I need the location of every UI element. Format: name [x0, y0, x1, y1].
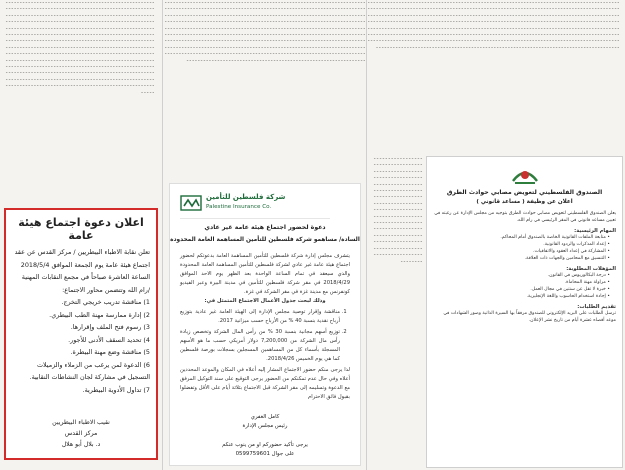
article-text-middle: ـ ـ ـ ـ ـ ـ ـ ـ ـ ـ ـ ـ ـ ـ ـ ـ ـ ـ ـ ـ ـ ـ ـ ـ ـ ـ ـ ـ ـ ـ ـ ـ ـ ـ ـ ـ ـ ـ ـ ـ ـ ـ ـ ـ ـ ـ ـ ـ ـ ـ ـ ـ ـ ـ ـ ـ ـ ـ ـ ـ ـ ـ ـ ـ ـ ـ ـ ـ ـ ـ ـ ـ ـ ـ ـ ـ ـ ـ ـ ـ ـ ـ ـ ـ ـ ـ ـ ـ ـ ـ ـ ـ ـ ـ ـ ـ ـ ـ ـ ـ ـ ـ ـ ـ ـ ـ ـ ـ ـ ـ ـ ـ ـ ـ ـ ـ ـ ـ ـ ـ ـ ـ ـ ـ ـ ـ ـ ـ ـ ـ ـ ـ ـ ـ ـ ـ ـ ـ ـ ـ ـ ـ ـ ـ ـ ـ ـ ـ ـ ـ ـ ـ ـ ـ ـ ـ ـ ـ ـ ـ ـ ـ ـ ـ ـ ـ ـ ـ ـ ـ ـ ـ ـ ـ ـ ـ ـ ـ ـ ـ ـ ـ ـ ـ ـ ـ ـ ـ ـ ـ ـ ـ ـ ـ ـ ـ ـ ـ ـ ـ ـ ـ ـ ـ ـ ـ ـ ـ ـ ـ ـ ـ ـ ـ ـ ـ ـ ـ ـ ـ ـ ـ ـ ـ ـ ـ ـ ـ ـ ـ ـ ـ ـ ـ ـ ـ ـ ـ ـ ـ ـ ـ ـ ـ ـ ـ ـ ـ ـ ـ ـ ـ ـ ـ ـ ـ ـ ـ ـ ـ ـ ـ ـ ـ ـ ـ ـ ـ ـ ـ ـ ـ ـ ـ ـ ـ ـ ـ ـ ـ ـ ـ ـ ـ ـ ـ ـ ـ ـ ـ ـ ـ ـ ـ ـ ـ ـ ـ ـ ـ ـ ـ ـ ـ ـ ـ ـ ـ ـ ـ ـ ـ ـ ـ ـ ـ ـ ـ ـ ـ ـ ـ ـ ـ ـ ـ ـ ـ ـ ـ ـ ـ ـ ـ ـ ـ ـ ـ ـ ـ ـ ـ ـ ـ ـ ـ ـ ـ ـ ـ ـ ـ ـ ـ ـ ـ ـ ـ ـ ـ ـ ـ ـ ـ ـ ـ ـ ـ ـ ـ ـ ـ ـ ـ ـ ـ ـ ـ ـ ـ ـ ـ ـ ـ ـ ـ ـ ـ ـ ـ ـ ـ ـ ـ ـ ـ ـ ـ ـ ـ ـ ـ ـ ـ ـ ـ ـ ـ ـ ـ ـ ـ ـ ـ ـ ـ ـ ـ ـ ـ ـ ـ ـ ـ ـ ـ ـ ـ ـ ـ ـ ـ ـ ـ ـ ـ ـ ـ ـ ـ ـ ـ ـ ـ ـ ـ ـ ـ ـ ـ ـ ـ ـ ـ ـ ـ ـ ـ ـ ـ ـ ـ ـ ـ ـ ـ ـ ـ ـ ـ ـ ـ ـ ـ ـ ـ ـ ـ ـ ـ ـ ـ ـ ـ ـ ـ ـ ـ ـ ـ ـ ـ ـ ـ ـ ـ ـ ـ ـ ـ ـ ـ ـ ـ ـ ـ ـ ـ ـ ـ ـ ـ ـ ـ ـ ـ ـ ـ ـ ـ ـ ـ ـ ـ ـ ـ ـ ـ ـ ـ ـ ـ ـ ـ ـ ـ ـ ـ ـ ـ ـ ـ ـ ـ ـ ـ ـ ـ ـ ـ ـ ـ ـ ـ ـ ـ ـ ـ ـ ـ ـ ـ ـ ـ ـ ـ ـ ـ ـ ـ ـ ـ ـ ـ ـ ـ ـ ـ ـ ـ ـ ـ ـ ـ ـ ـ ـ ـ ـ ـ ـ ـ ـ ـ ـ ـ ـ ـ ـ ـ ـ ـ ـ ـ ـ ـ ـ ـ ـ ـ ـ ـ ـ ـ ـ ـ ـ ـ ـ ـ ـ ـ ـ ـ ـ ـ ـ ـ ـ ـ ـ ـ ـ ـ ـ ـ ـ ـ ـ ـ ـ ـ ـ ـ ـ ـ ـ ـ ـ ـ ـ ـ ـ ـ ـ ـ ـ ـ ـ ـ ـ ـ ـ ـ ـ ـ ـ ـ ـ ـ ـ ـ ـ ـ ـ ـ ـ ـ ـ ـ ـ ـ ـ ـ ـ ـ ـ ـ ـ ـ ـ ـ ـ ـ ـ ـ ـ ـ ـ ـ ـ ـ ـ	[165, 0, 365, 63]
vet-notice	[4, 208, 158, 460]
column-divider	[366, 0, 367, 470]
signatory-title: نقيب الاطباء البيطريين	[52, 419, 110, 426]
footer-phone: على جوال 0599759601	[235, 451, 295, 457]
list-item: • درجة البكالوريوس في القانون.	[433, 273, 610, 280]
fund-logo-icon	[509, 163, 541, 187]
vet-agenda-item: 5) مناقشة وضع مهنة البيطرة.	[70, 348, 150, 356]
list-item: • مزاولة مهنة المحاماة.	[433, 280, 610, 287]
agenda-title: وذلك لبحث جدول الأعمال الاجتماع المتمثل في:	[204, 298, 326, 304]
requirements-list	[433, 273, 610, 300]
list-item: • التنسيق مع المحامين والجهات ذات العلاقة.	[433, 256, 610, 263]
vet-agenda-item: التسجيل في مشاركة لجان النشاطات النقابية.	[29, 373, 150, 381]
vet-agenda-item: 2) إدارة ممارسة مهنة الطب البيطري.	[49, 310, 150, 319]
list-item: • متابعة الملفات القانونية الخاصة بالصندوق أمام المحاكم.	[433, 235, 610, 242]
vet-notice-line: /رام الله وتتضمن محاور الاجتماع:	[62, 285, 150, 294]
insurance-column	[165, 0, 365, 470]
job-notice-subtitle: اعلان عن وظيفة ( مساعد قانوني )	[476, 199, 573, 205]
signatory-name: د. بلال أبو هلال	[61, 441, 101, 448]
company-name-en: Palestine Insurance Co.	[206, 204, 272, 210]
vet-column	[0, 0, 160, 470]
footer-line: يرجى تأكيد حضوركم او من ينوب عنكم	[222, 442, 308, 448]
vet-notice-line: الساعة العاشرة صباحاً في مجمع النقابات المهنية	[21, 273, 150, 281]
list-item: • المشاركة في إعداد العقود والاتفاقيات.	[433, 249, 610, 256]
agenda-list	[180, 308, 340, 364]
job-notice-title: الصندوق الفلسطيني لتعويض مصابي حوادث الطرق	[446, 189, 603, 196]
vet-notice-line: تعلن نقابة الاطباء البيطريين / مركز القدس عن عقد	[14, 248, 150, 256]
list-item: • خبرة لا تقل عن سنتين في مجال العمل.	[433, 287, 610, 294]
vet-agenda-item: 1) مناقشة تدريب خريجي التخرج.	[61, 298, 150, 306]
job-notice-body	[433, 211, 616, 463]
insurance-logo	[180, 190, 330, 219]
notice-addressee: السادة/ مساهمو شركة فلسطين للتأمين المساهمة العامة المحدودة	[170, 237, 360, 243]
company-name-ar: شركة فلسطين للتأمين	[206, 193, 286, 201]
list-item: • إعداد المذكرات والردود القانونية.	[433, 242, 610, 249]
vet-agenda-item: 4) تحديد السقف الأدنى للأجور.	[68, 335, 150, 344]
job-notice	[426, 156, 623, 468]
column-divider	[162, 0, 163, 470]
vet-notice-line: اجتماع هيئة عامة يوم الجمعة الموافق 2018/5/4	[20, 260, 150, 269]
notice-intro: يتشرف مجلس إدارة شركة فلسطين للتأمين المساهمة العامة بدعوتكم لحضور اجتماع هيئة عامة غير عادي لشركة فلسطين للتأمين المساهمة العامة المحدودة والذي سيعقد في تمام الساعة الواحدة بعد الظهر يوم الاحد الموافق 2018/4/29 في مقر شركة فلسطين للتأمين في مدينة البيرة وعبر الفيديو كونفرنس مع مدينة غزة في مقر الشركة في غزة.	[180, 253, 350, 295]
apply-heading: تقديم الطلبات:	[577, 303, 616, 310]
vet-agenda-item: 7) تداول الأدوية البيطرية.	[82, 385, 150, 394]
duties-list	[433, 235, 610, 262]
vet-notice-signature	[6, 417, 156, 450]
article-text-left: ـ ـ ـ ـ ـ ـ ـ ـ ـ ـ ـ ـ ـ ـ ـ ـ ـ ـ ـ ـ ـ ـ ـ ـ ـ ـ ـ ـ ـ ـ ـ ـ ـ ـ ـ ـ ـ ـ ـ ـ ـ ـ ـ ـ ـ ـ ـ ـ ـ ـ ـ ـ ـ ـ ـ ـ ـ ـ ـ ـ ـ ـ ـ ـ ـ ـ ـ ـ ـ ـ ـ ـ ـ ـ ـ ـ ـ ـ ـ ـ ـ ـ ـ ـ ـ ـ ـ ـ ـ ـ ـ ـ ـ ـ ـ ـ ـ ـ ـ ـ ـ ـ ـ ـ ـ ـ ـ ـ ـ ـ ـ ـ ـ ـ ـ ـ ـ ـ ـ ـ ـ ـ ـ ـ ـ ـ ـ ـ ـ ـ ـ ـ ـ ـ ـ ـ ـ ـ ـ ـ ـ ـ ـ ـ ـ ـ ـ ـ ـ ـ ـ ـ ـ ـ ـ ـ ـ ـ ـ ـ ـ ـ ـ ـ ـ ـ ـ ـ ـ ـ ـ ـ ـ ـ ـ ـ ـ ـ ـ ـ ـ ـ ـ ـ ـ ـ ـ ـ ـ ـ ـ ـ ـ ـ ـ ـ ـ ـ ـ ـ ـ ـ ـ ـ ـ ـ ـ ـ ـ ـ ـ ـ ـ ـ ـ ـ ـ ـ ـ ـ ـ ـ ـ ـ ـ ـ ـ ـ ـ ـ ـ ـ ـ ـ ـ ـ ـ ـ ـ ـ ـ ـ ـ ـ ـ ـ ـ ـ ـ ـ ـ ـ ـ ـ ـ ـ ـ ـ ـ ـ ـ ـ ـ ـ ـ ـ ـ ـ ـ ـ ـ ـ ـ ـ ـ ـ ـ ـ ـ ـ ـ ـ ـ ـ ـ ـ ـ ـ ـ ـ ـ ـ ـ ـ ـ ـ ـ ـ ـ ـ ـ ـ ـ ـ ـ ـ ـ ـ ـ ـ ـ ـ ـ ـ ـ ـ ـ ـ ـ ـ ـ ـ ـ ـ ـ ـ ـ ـ ـ ـ ـ ـ ـ ـ ـ ـ ـ ـ ـ ـ ـ ـ ـ ـ ـ ـ ـ ـ ـ ـ ـ ـ ـ ـ ـ ـ ـ ـ ـ ـ ـ ـ ـ ـ ـ ـ ـ ـ ـ ـ ـ ـ ـ ـ ـ ـ ـ ـ ـ ـ ـ ـ ـ ـ ـ ـ ـ ـ ـ ـ ـ ـ ـ ـ ـ ـ ـ ـ ـ ـ ـ ـ ـ ـ ـ ـ ـ ـ ـ ـ ـ ـ ـ ـ ـ ـ ـ ـ ـ ـ ـ ـ ـ ـ ـ ـ ـ ـ ـ ـ ـ ـ ـ ـ ـ ـ ـ ـ ـ ـ ـ ـ ـ ـ ـ ـ ـ ـ ـ ـ ـ ـ ـ ـ ـ ـ ـ ـ ـ ـ ـ ـ ـ ـ ـ ـ ـ ـ ـ ـ ـ ـ ـ ـ ـ ـ ـ ـ ـ ـ ـ ـ ـ ـ ـ ـ ـ ـ ـ ـ ـ ـ ـ ـ ـ ـ ـ ـ ـ ـ ـ ـ ـ ـ ـ ـ ـ ـ ـ ـ ـ ـ ـ ـ ـ ـ ـ ـ ـ ـ ـ ـ ـ ـ ـ ـ ـ ـ ـ ـ ـ ـ ـ ـ ـ ـ ـ ـ ـ ـ ـ ـ ـ ـ ـ ـ ـ ـ ـ ـ ـ ـ ـ ـ ـ ـ ـ ـ ـ ـ ـ ـ ـ ـ ـ ـ ـ ـ ـ ـ ـ ـ ـ ـ ـ ـ ـ ـ ـ ـ ـ ـ ـ ـ ـ ـ ـ ـ ـ ـ ـ ـ ـ ـ ـ ـ ـ ـ ـ ـ ـ ـ ـ ـ ـ ـ ـ ـ ـ ـ ـ ـ ـ ـ ـ ـ ـ ـ ـ ـ ـ ـ ـ ـ ـ ـ ـ ـ ـ ـ ـ ـ ـ ـ ـ ـ ـ ـ ـ ـ ـ ـ ـ ـ ـ ـ ـ ـ ـ ـ ـ ـ ـ ـ ـ ـ ـ ـ ـ ـ ـ ـ ـ ـ ـ ـ ـ ـ ـ ـ ـ ـ ـ ـ ـ ـ ـ ـ ـ ـ ـ ـ ـ ـ ـ ـ ـ ـ ـ ـ ـ ـ ـ ـ ـ ـ ـ ـ ـ ـ ـ ـ ـ ـ ـ ـ ـ ـ ـ ـ ـ ـ ـ ـ ـ ـ ـ ـ ـ ـ ـ ـ ـ ـ ـ ـ ـ ـ ـ ـ ـ ـ ـ ـ ـ ـ ـ ـ ـ ـ ـ ـ ـ ـ ـ ـ ـ	[6, 0, 154, 95]
duties-heading: المهام الرئيسية:	[574, 227, 616, 234]
vet-agenda-item: 6) الدعوة لمن يرغب من الزملاء والزميلات	[36, 360, 150, 369]
list-item: 1. مناقشة وإقرار توصية مجلس الإدارة إلى الهيئة العامة غير عادية بتوزيع أرباح نقدية بنسبة 40 % من الأرباح حسب ميزانية 2017.	[180, 308, 340, 326]
notice-signature	[170, 413, 360, 431]
signatory-branch: مركز القدس	[64, 430, 98, 437]
list-item: • إجادة استخدام الحاسوب واللغة الإنجليزية.	[433, 294, 610, 301]
notice-footer	[170, 441, 360, 459]
vet-notice-title: اعلان دعوة اجتماع هيئة عامة	[18, 216, 144, 242]
fund-column	[368, 0, 625, 470]
vet-agenda-item: 3) رسوم فتح الملف وإقرارها.	[70, 323, 150, 331]
pic-logo-icon	[180, 192, 202, 214]
insurance-notice	[169, 183, 361, 466]
job-intro: يعلن الصندوق الفلسطيني لتعويض مصابي حوادث الطرق بتوجيه من مجلس الإدارة عن رغبته في تعيين مساعد قانوني في المقر الرئيسي في رام الله.	[434, 211, 616, 223]
notice-heading: دعوة لحضور اجتماع هيئة عامة غير عادي	[204, 224, 326, 231]
signatory-title: رئيس مجلس الإدارة	[242, 423, 288, 429]
article-text-fund: ـ ـ ـ ـ ـ ـ ـ ـ ـ ـ ـ ـ ـ ـ ـ ـ ـ ـ ـ ـ ـ ـ ـ ـ ـ ـ ـ ـ ـ ـ ـ ـ ـ ـ ـ ـ ـ ـ ـ ـ ـ ـ ـ ـ ـ ـ ـ ـ ـ ـ ـ ـ ـ ـ ـ ـ ـ ـ ـ ـ ـ ـ ـ ـ ـ ـ ـ ـ ـ ـ ـ ـ ـ ـ ـ ـ ـ ـ ـ ـ ـ ـ ـ ـ ـ ـ ـ ـ ـ ـ ـ ـ ـ ـ ـ ـ ـ ـ ـ ـ ـ ـ ـ ـ ـ ـ ـ ـ ـ ـ ـ ـ ـ ـ ـ ـ ـ ـ ـ ـ ـ ـ ـ ـ ـ ـ ـ ـ ـ ـ ـ ـ ـ ـ ـ ـ ـ ـ ـ ـ ـ ـ ـ ـ ـ ـ ـ ـ ـ ـ ـ ـ ـ ـ ـ ـ ـ ـ ـ ـ ـ ـ ـ ـ ـ ـ ـ ـ ـ ـ ـ ـ ـ ـ ـ ـ ـ ـ ـ ـ ـ ـ ـ ـ ـ ـ ـ ـ ـ ـ ـ ـ ـ ـ ـ ـ ـ ـ ـ ـ ـ ـ ـ ـ ـ ـ ـ ـ ـ ـ ـ ـ ـ ـ ـ ـ ـ ـ ـ ـ ـ ـ ـ ـ ـ ـ ـ ـ ـ ـ ـ ـ ـ ـ ـ ـ ـ ـ ـ ـ ـ ـ ـ ـ ـ ـ ـ ـ ـ ـ ـ ـ ـ ـ ـ ـ ـ ـ ـ ـ ـ ـ ـ ـ ـ ـ ـ ـ ـ ـ ـ ـ ـ ـ ـ ـ ـ ـ ـ ـ ـ ـ ـ ـ ـ ـ ـ ـ ـ ـ ـ ـ ـ ـ ـ ـ ـ ـ ـ ـ ـ ـ ـ ـ ـ ـ ـ ـ ـ ـ ـ ـ ـ ـ ـ ـ ـ ـ ـ ـ ـ ـ ـ ـ ـ ـ ـ ـ ـ ـ ـ ـ ـ ـ ـ ـ ـ ـ ـ ـ ـ ـ ـ ـ ـ ـ ـ ـ ـ ـ ـ ـ ـ ـ ـ ـ ـ ـ ـ ـ ـ ـ ـ ـ ـ ـ ـ ـ ـ ـ ـ ـ ـ ـ ـ ـ ـ ـ ـ ـ ـ ـ ـ ـ ـ ـ ـ ـ ـ ـ ـ ـ ـ ـ ـ ـ ـ ـ ـ ـ ـ ـ ـ ـ ـ ـ ـ ـ ـ ـ ـ ـ ـ ـ ـ ـ ـ ـ ـ ـ ـ ـ ـ ـ ـ ـ ـ ـ ـ ـ ـ ـ ـ ـ ـ ـ ـ ـ ـ ـ ـ ـ ـ ـ ـ ـ ـ ـ ـ ـ ـ ـ ـ ـ ـ ـ ـ ـ ـ ـ ـ ـ ـ ـ ـ ـ ـ ـ ـ ـ ـ ـ ـ ـ ـ ـ ـ ـ ـ ـ ـ ـ ـ ـ ـ ـ ـ ـ ـ ـ ـ ـ ـ ـ ـ ـ ـ ـ ـ ـ ـ ـ ـ ـ ـ ـ ـ ـ ـ ـ ـ ـ ـ ـ ـ ـ ـ ـ ـ ـ ـ ـ ـ ـ ـ ـ ـ ـ ـ ـ ـ ـ ـ ـ ـ ـ ـ ـ ـ ـ ـ ـ ـ ـ ـ ـ ـ ـ ـ ـ ـ ـ ـ ـ ـ ـ ـ ـ ـ ـ ـ ـ ـ ـ ـ ـ ـ ـ ـ ـ ـ ـ ـ ـ ـ ـ ـ ـ ـ ـ ـ ـ ـ ـ ـ ـ ـ ـ ـ ـ ـ ـ ـ ـ ـ ـ ـ ـ ـ ـ ـ ـ ـ ـ ـ ـ ـ ـ ـ ـ ـ ـ ـ ـ ـ ـ ـ ـ ـ ـ ـ ـ ـ ـ ـ ـ ـ ـ ـ ـ ـ ـ ـ ـ ـ ـ ـ ـ ـ ـ ـ ـ ـ ـ ـ ـ ـ ـ ـ ـ ـ ـ ـ ـ ـ ـ ـ ـ ـ ـ ـ ـ ـ ـ ـ ـ ـ ـ ـ ـ ـ ـ ـ ـ ـ ـ ـ ـ ـ ـ ـ ـ ـ ـ ـ ـ ـ ـ ـ ـ ـ ـ ـ ـ ـ ـ ـ ـ ـ ـ ـ ـ ـ ـ ـ ـ ـ ـ ـ ـ	[368, 0, 619, 50]
notice-body	[180, 252, 350, 402]
apply-text: ترسل الطلبات على البريد الإلكتروني للصندوق مرفقاً بها السيرة الذاتية وصور الشهادات في موعد أقصاه عشرة أيام من تاريخ نشر الإعلان.	[443, 311, 616, 324]
article-text-strip: ـ ـ ـ ـ ـ ـ ـ ـ ـ ـ ـ ـ ـ ـ ـ ـ ـ ـ ـ ـ ـ ـ ـ ـ ـ ـ ـ ـ ـ ـ ـ ـ ـ ـ ـ ـ ـ ـ ـ ـ ـ ـ ـ ـ ـ ـ ـ ـ ـ ـ ـ ـ ـ ـ ـ ـ ـ ـ ـ ـ ـ ـ ـ ـ ـ ـ ـ ـ ـ ـ ـ ـ ـ ـ ـ ـ ـ ـ ـ ـ ـ ـ ـ ـ ـ ـ ـ ـ ـ ـ ـ ـ ـ ـ ـ ـ ـ ـ ـ ـ ـ ـ ـ ـ ـ ـ ـ ـ ـ ـ ـ ـ ـ ـ ـ ـ ـ ـ ـ ـ ـ ـ ـ ـ ـ ـ ـ ـ ـ ـ ـ ـ ـ ـ ـ ـ ـ ـ ـ ـ ـ ـ ـ ـ ـ ـ ـ ـ ـ ـ ـ ـ ـ ـ ـ ـ ـ ـ ـ ـ ـ ـ ـ ـ ـ ـ ـ ـ ـ ـ ـ ـ ـ ـ ـ ـ ـ ـ ـ ـ ـ ـ ـ ـ ـ ـ ـ ـ ـ ـ ـ ـ ـ ـ ـ ـ ـ ـ ـ ـ ـ ـ ـ ـ ـ ـ ـ ـ ـ ـ ـ ـ ـ ـ ـ ـ ـ ـ ـ ـ ـ ـ ـ ـ ـ ـ ـ ـ ـ ـ ـ ـ ـ ـ ـ ـ ـ ـ ـ ـ ـ ـ ـ ـ ـ ـ ـ ـ ـ ـ ـ ـ ـ ـ ـ ـ ـ ـ ـ ـ ـ ـ ـ ـ ـ ـ ـ ـ ـ ـ ـ ـ ـ ـ ـ ـ ـ ـ ـ ـ	[374, 156, 422, 264]
list-item: 2. توزيع أسهم مجانية بنسبة 30 % من رأس المال الشركة وتخصص زيادة رأس مال الشركة من 7,200,000 دولار أمريكي حسب ما هو الأسهم المسجلة بأسماء كل من المساهمين المسجلين بسجلات بورصة فلسطين كما هي يوم الخميس 2018/4/26.	[180, 328, 340, 364]
notice-closing: لذا يرجى منكم حضور الاجتماع المشار إليه أعلاه في المكان والموعد المحددين أعلاه وفي حال عدم تمكنكم من الحضور يرجى التوقيع على سند التوكيل المرفق مع الدعوة وتسليمه إلى مقر الشركة قبل الاجتماع بثلاثة أيام على الأقل وتفضلوا بقبول فائق الاحترام	[180, 367, 350, 400]
signatory-name: كامل الغفري	[250, 414, 280, 420]
requirements-heading: المؤهلات المطلوبة:	[566, 265, 616, 272]
